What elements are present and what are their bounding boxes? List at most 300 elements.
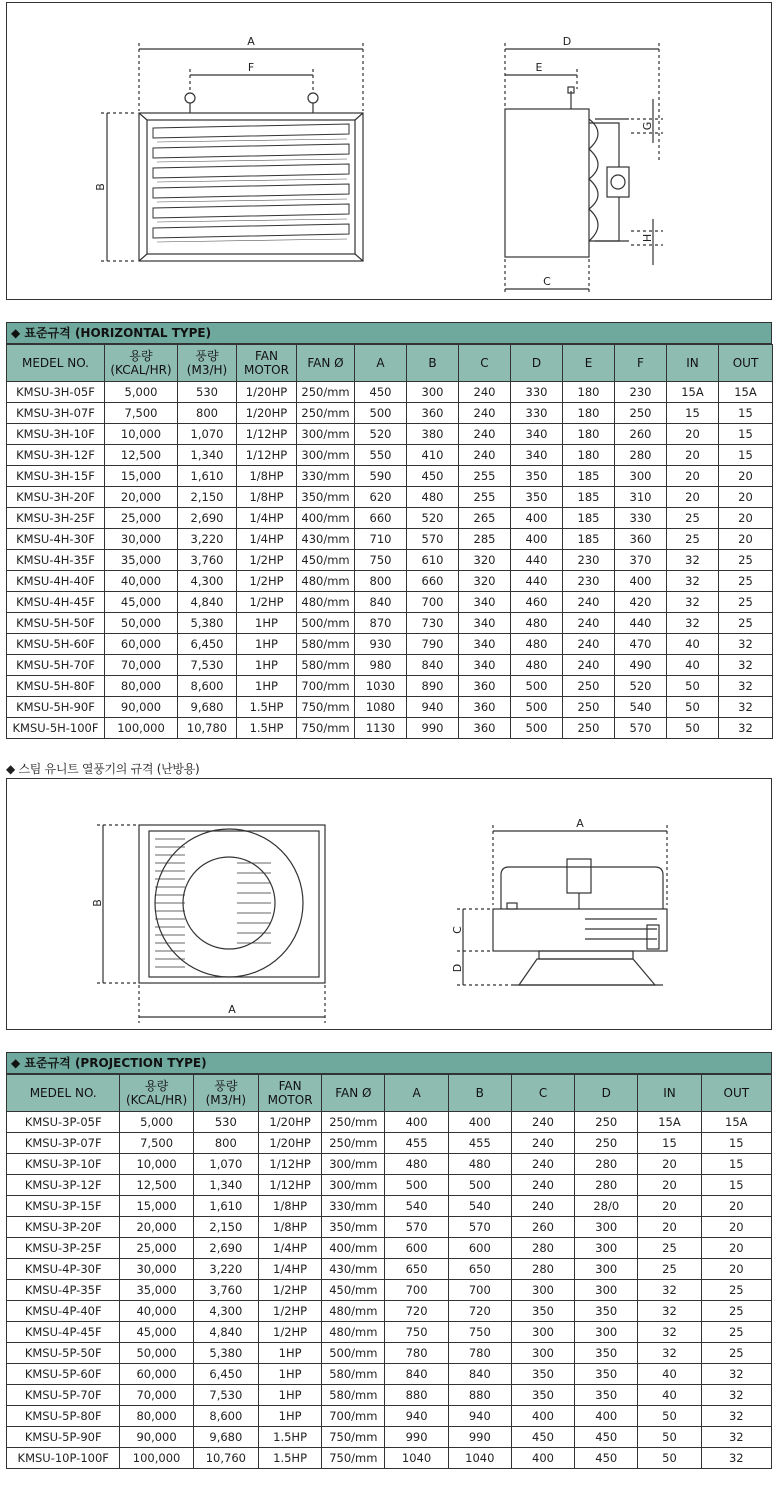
table-cell: 50 [667, 676, 719, 697]
table-cell: 530 [178, 382, 237, 403]
table-cell: 240 [563, 613, 615, 634]
table-cell: 32 [638, 1343, 701, 1364]
section-title-projection-diagram: ◆ 스팀 유니트 열풍기의 규격 (난방용) [6, 762, 200, 776]
table-cell: 40,000 [120, 1301, 193, 1322]
table-cell: 280 [575, 1154, 638, 1175]
dim-label-a: A [247, 35, 255, 48]
table-cell: 280 [615, 445, 667, 466]
table-cell: 570 [385, 1217, 448, 1238]
table-cell: 70,000 [105, 655, 178, 676]
table-cell: 250/mm [297, 382, 355, 403]
table-row [7, 1406, 772, 1427]
table-cell: 180 [563, 445, 615, 466]
column-header: C [459, 345, 511, 382]
table-cell: 1/8HP [258, 1196, 321, 1217]
table-cell: 240 [459, 403, 511, 424]
table-cell: 10,000 [105, 424, 178, 445]
table-cell: 5,000 [120, 1112, 193, 1133]
table-cell: 2,150 [178, 487, 237, 508]
table-row [7, 508, 773, 529]
table-cell: 60,000 [105, 634, 178, 655]
table-cell: 840 [407, 655, 459, 676]
column-header: FAN MOTOR [258, 1075, 321, 1112]
table-row [7, 1427, 772, 1448]
table-cell: 20 [701, 1196, 771, 1217]
table-cell: 340 [459, 634, 511, 655]
table-cell: 5,380 [178, 613, 237, 634]
table-cell: 20,000 [105, 487, 178, 508]
table-cell: 600 [385, 1238, 448, 1259]
table-cell: 4,840 [178, 592, 237, 613]
table-cell: 300 [575, 1238, 638, 1259]
table-cell: 32 [719, 697, 773, 718]
table-cell: KMSU-4H-35F [7, 550, 105, 571]
table-cell: 25 [701, 1322, 771, 1343]
table-cell: 10,000 [120, 1154, 193, 1175]
table-cell: 1040 [385, 1448, 448, 1469]
table-cell: 185 [563, 508, 615, 529]
table-row [7, 1322, 772, 1343]
table-row [7, 718, 773, 739]
table-row [7, 1448, 772, 1469]
horizontal-drawing [7, 3, 771, 299]
table-cell: 880 [448, 1385, 511, 1406]
table-cell: 25,000 [120, 1238, 193, 1259]
table-cell: 1/20HP [258, 1112, 321, 1133]
table-cell: 50 [638, 1448, 701, 1469]
table-cell: 400 [448, 1112, 511, 1133]
table-cell: KMSU-4H-30F [7, 529, 105, 550]
table-cell: 750/mm [322, 1448, 385, 1469]
table-cell: 660 [355, 508, 407, 529]
column-header: OUT [719, 345, 773, 382]
table-cell: 350 [511, 1385, 574, 1406]
table-cell: KMSU-4P-30F [7, 1259, 120, 1280]
table-cell: 32 [719, 718, 773, 739]
table-cell: 350/mm [297, 487, 355, 508]
table-cell: 360 [459, 676, 511, 697]
table-cell: 340 [511, 424, 563, 445]
table-cell: 15 [719, 424, 773, 445]
table-cell: 360 [459, 697, 511, 718]
table-cell: 20 [638, 1175, 701, 1196]
column-header: MEDEL NO. [7, 345, 105, 382]
table-cell: 730 [407, 613, 459, 634]
table-cell: 500/mm [322, 1343, 385, 1364]
table-cell: 10,780 [178, 718, 237, 739]
table-cell: 800 [355, 571, 407, 592]
table-cell: 255 [459, 466, 511, 487]
column-header: IN [638, 1075, 701, 1112]
table-cell: 650 [385, 1259, 448, 1280]
table-cell: 500 [355, 403, 407, 424]
table-cell: KMSU-3P-10F [7, 1154, 120, 1175]
table-cell: 520 [355, 424, 407, 445]
table-cell: 350/mm [322, 1217, 385, 1238]
dim-label-b: B [94, 183, 107, 191]
table-cell: 1HP [237, 634, 297, 655]
table-cell: 1,340 [193, 1175, 258, 1196]
table-cell: 610 [407, 550, 459, 571]
table-cell: 15A [667, 382, 719, 403]
table-cell: 400 [511, 508, 563, 529]
table-cell: 1,070 [193, 1154, 258, 1175]
table-cell: 450 [575, 1448, 638, 1469]
table-cell: 90,000 [105, 697, 178, 718]
table-cell: 240 [459, 445, 511, 466]
table-cell: 330 [615, 508, 667, 529]
table-cell: 750 [385, 1322, 448, 1343]
table-cell: 1HP [258, 1364, 321, 1385]
table-cell: 32 [719, 655, 773, 676]
column-header: A [355, 345, 407, 382]
table-cell: 350 [511, 466, 563, 487]
table-cell: KMSU-4P-35F [7, 1280, 120, 1301]
projection-table-title: ◆ 표준규격 (PROJECTION TYPE) [6, 1052, 772, 1074]
table-cell: 8,600 [178, 676, 237, 697]
table-cell: 440 [615, 613, 667, 634]
table-cell: KMSU-4P-45F [7, 1322, 120, 1343]
table-row [7, 571, 773, 592]
table-cell: 250 [563, 697, 615, 718]
table-cell: 15 [701, 1154, 771, 1175]
table-cell: 15 [701, 1133, 771, 1154]
table-cell: 1/4HP [237, 529, 297, 550]
table-cell: 32 [638, 1322, 701, 1343]
table-cell: 90,000 [120, 1427, 193, 1448]
table-cell: 300 [575, 1322, 638, 1343]
table-cell: 7,500 [105, 403, 178, 424]
table-cell: 25 [638, 1238, 701, 1259]
table-cell: 25 [719, 571, 773, 592]
table-cell: 400 [511, 1406, 574, 1427]
table-cell: 3,220 [178, 529, 237, 550]
column-header: IN [667, 345, 719, 382]
table-cell: 60,000 [120, 1364, 193, 1385]
table-cell: 1HP [237, 613, 297, 634]
table-cell: 420 [615, 592, 667, 613]
table-cell: 6,450 [193, 1364, 258, 1385]
table-cell: 450 [355, 382, 407, 403]
table-row [7, 1154, 772, 1175]
table-cell: 25 [638, 1259, 701, 1280]
table-cell: 1.5HP [258, 1427, 321, 1448]
table-cell: 32 [701, 1385, 771, 1406]
table-cell: 180 [563, 424, 615, 445]
table-cell: 185 [563, 466, 615, 487]
table-cell: 260 [511, 1217, 574, 1238]
table-cell: 700 [407, 592, 459, 613]
table-cell: 400 [511, 529, 563, 550]
table-cell: 240 [511, 1112, 574, 1133]
table-cell: 480/mm [297, 571, 355, 592]
table-row [7, 592, 773, 613]
table-row [7, 403, 773, 424]
table-cell: 250 [575, 1112, 638, 1133]
column-header: C [511, 1075, 574, 1112]
table-cell: KMSU-5P-70F [7, 1385, 120, 1406]
table-cell: 930 [355, 634, 407, 655]
table-cell: 230 [563, 550, 615, 571]
table-cell: 650 [448, 1259, 511, 1280]
table-cell: 660 [407, 571, 459, 592]
table-cell: 285 [459, 529, 511, 550]
table-cell: KMSU-3P-20F [7, 1217, 120, 1238]
table-cell: 400 [385, 1112, 448, 1133]
table-cell: 380 [407, 424, 459, 445]
table-cell: KMSU-4H-45F [7, 592, 105, 613]
dim-label-a-side: A [576, 817, 584, 830]
table-cell: 350 [575, 1364, 638, 1385]
table-row [7, 1385, 772, 1406]
table-cell: 7,530 [178, 655, 237, 676]
table-cell: 15,000 [120, 1196, 193, 1217]
projection-unit-diagram [6, 778, 772, 1030]
table-cell: 2,690 [193, 1238, 258, 1259]
table-cell: 500 [511, 718, 563, 739]
table-cell: 330 [511, 382, 563, 403]
table-cell: 450 [575, 1427, 638, 1448]
table-row [7, 529, 773, 550]
table-cell: 840 [448, 1364, 511, 1385]
table-cell: 480 [385, 1154, 448, 1175]
column-header: B [407, 345, 459, 382]
horizontal-header-row [7, 345, 773, 382]
table-cell: 455 [385, 1133, 448, 1154]
table-cell: 6,450 [178, 634, 237, 655]
table-cell: 480/mm [322, 1301, 385, 1322]
table-cell: 32 [719, 634, 773, 655]
table-cell: 300/mm [297, 424, 355, 445]
table-cell: 2,150 [193, 1217, 258, 1238]
table-cell: 240 [511, 1154, 574, 1175]
table-cell: 15 [638, 1133, 701, 1154]
table-row [7, 1175, 772, 1196]
projection-table [6, 1074, 772, 1469]
table-cell: 600 [448, 1238, 511, 1259]
table-cell: 1/2HP [258, 1301, 321, 1322]
table-cell: 1/2HP [237, 550, 297, 571]
table-cell: 780 [448, 1343, 511, 1364]
table-cell: 350 [511, 1364, 574, 1385]
table-cell: 990 [407, 718, 459, 739]
table-cell: KMSU-5H-50F [7, 613, 105, 634]
table-cell: 330/mm [297, 466, 355, 487]
table-cell: KMSU-4P-40F [7, 1301, 120, 1322]
table-cell: 1,070 [178, 424, 237, 445]
table-cell: 12,500 [105, 445, 178, 466]
table-cell: 280 [511, 1238, 574, 1259]
column-header: E [563, 345, 615, 382]
table-cell: 4,300 [193, 1301, 258, 1322]
table-cell: 20 [638, 1196, 701, 1217]
table-cell: 20 [667, 487, 719, 508]
table-cell: 32 [667, 592, 719, 613]
table-cell: 250/mm [322, 1133, 385, 1154]
table-cell: 15 [667, 403, 719, 424]
table-cell: 7,500 [120, 1133, 193, 1154]
table-cell: 40 [667, 634, 719, 655]
table-cell: 700/mm [297, 676, 355, 697]
table-cell: 1/2HP [237, 571, 297, 592]
table-cell: 520 [407, 508, 459, 529]
table-cell: 240 [511, 1133, 574, 1154]
table-cell: 4,300 [178, 571, 237, 592]
table-cell: 20 [667, 424, 719, 445]
column-header: B [448, 1075, 511, 1112]
table-cell: 40 [638, 1385, 701, 1406]
table-cell: 32 [667, 613, 719, 634]
table-cell: 1,610 [193, 1196, 258, 1217]
table-cell: 300/mm [322, 1175, 385, 1196]
table-cell: 40 [667, 655, 719, 676]
table-cell: 100,000 [120, 1448, 193, 1469]
table-cell: KMSU-3H-25F [7, 508, 105, 529]
table-cell: 340 [511, 445, 563, 466]
table-cell: 5,000 [105, 382, 178, 403]
table-cell: 15 [719, 403, 773, 424]
table-cell: KMSU-3P-12F [7, 1175, 120, 1196]
column-header: FAN MOTOR [237, 345, 297, 382]
table-cell: 750/mm [322, 1427, 385, 1448]
table-cell: 710 [355, 529, 407, 550]
table-cell: 400 [511, 1448, 574, 1469]
table-cell: 185 [563, 529, 615, 550]
table-cell: KMSU-3H-10F [7, 424, 105, 445]
table-cell: 9,680 [193, 1427, 258, 1448]
table-cell: KMSU-5P-90F [7, 1427, 120, 1448]
table-cell: 480 [511, 634, 563, 655]
table-row [7, 466, 773, 487]
table-cell: 1030 [355, 676, 407, 697]
table-row [7, 1238, 772, 1259]
table-cell: KMSU-5H-90F [7, 697, 105, 718]
table-cell: 20 [667, 445, 719, 466]
table-cell: 3,760 [178, 550, 237, 571]
table-cell: 340 [459, 655, 511, 676]
column-header: F [615, 345, 667, 382]
table-cell: 500 [511, 697, 563, 718]
table-cell: 990 [448, 1427, 511, 1448]
table-cell: 15 [701, 1175, 771, 1196]
table-cell: KMSU-3P-05F [7, 1112, 120, 1133]
table-cell: 1.5HP [237, 718, 297, 739]
table-cell: 230 [615, 382, 667, 403]
column-header: FAN Ø [297, 345, 355, 382]
table-cell: 32 [701, 1406, 771, 1427]
table-cell: 430/mm [297, 529, 355, 550]
table-cell: KMSU-4H-40F [7, 571, 105, 592]
table-cell: 3,760 [193, 1280, 258, 1301]
table-row [7, 487, 773, 508]
table-cell: 240 [459, 382, 511, 403]
table-cell: 450/mm [322, 1280, 385, 1301]
table-cell: KMSU-5H-70F [7, 655, 105, 676]
table-cell: 1HP [237, 655, 297, 676]
table-cell: 25 [719, 550, 773, 571]
table-row [7, 1196, 772, 1217]
dim-label-a: A [228, 1003, 236, 1016]
table-cell: 280 [511, 1259, 574, 1280]
table-cell: 350 [511, 487, 563, 508]
table-cell: KMSU-5P-50F [7, 1343, 120, 1364]
table-cell: 400/mm [297, 508, 355, 529]
table-cell: 20 [719, 529, 773, 550]
table-cell: 580/mm [322, 1364, 385, 1385]
table-row [7, 445, 773, 466]
table-cell: 455 [448, 1133, 511, 1154]
table-cell: 50,000 [120, 1343, 193, 1364]
horizontal-spec-table [6, 322, 772, 739]
table-cell: 430/mm [322, 1259, 385, 1280]
table-cell: 490 [615, 655, 667, 676]
table-cell: 265 [459, 508, 511, 529]
table-cell: 440 [511, 571, 563, 592]
table-cell: 750 [355, 550, 407, 571]
table-cell: 1/8HP [258, 1217, 321, 1238]
table-cell: 240 [459, 424, 511, 445]
table-cell: 1/12HP [237, 424, 297, 445]
table-cell: 1HP [237, 676, 297, 697]
table-cell: 300 [511, 1280, 574, 1301]
table-cell: 700/mm [322, 1406, 385, 1427]
table-cell: 300/mm [322, 1154, 385, 1175]
table-cell: 250 [615, 403, 667, 424]
table-cell: 20 [701, 1238, 771, 1259]
table-cell: 480 [511, 613, 563, 634]
table-cell: 1/2HP [258, 1280, 321, 1301]
table-cell: 250/mm [297, 403, 355, 424]
table-cell: 750/mm [297, 718, 355, 739]
table-cell: 230 [563, 571, 615, 592]
table-cell: 570 [448, 1217, 511, 1238]
table-row [7, 1301, 772, 1322]
table-cell: 480/mm [297, 592, 355, 613]
table-cell: 250 [563, 718, 615, 739]
table-cell: 360 [615, 529, 667, 550]
table-cell: 32 [638, 1301, 701, 1322]
column-header: FAN Ø [322, 1075, 385, 1112]
table-cell: 250/mm [322, 1112, 385, 1133]
table-cell: 1/20HP [258, 1133, 321, 1154]
table-cell: 300 [407, 382, 459, 403]
table-cell: 1,340 [178, 445, 237, 466]
table-row [7, 1343, 772, 1364]
table-cell: 25 [719, 613, 773, 634]
table-cell: 300/mm [297, 445, 355, 466]
table-cell: 520 [615, 676, 667, 697]
table-cell: 480/mm [322, 1322, 385, 1343]
table-cell: 45,000 [105, 592, 178, 613]
table-row [7, 1112, 772, 1133]
table-cell: KMSU-3H-07F [7, 403, 105, 424]
table-cell: 590 [355, 466, 407, 487]
table-cell: 1.5HP [237, 697, 297, 718]
table-cell: 940 [385, 1406, 448, 1427]
table-cell: 350 [511, 1301, 574, 1322]
table-cell: 410 [407, 445, 459, 466]
table-cell: 300 [575, 1217, 638, 1238]
table-cell: 30,000 [105, 529, 178, 550]
table-cell: 350 [575, 1385, 638, 1406]
table-cell: 470 [615, 634, 667, 655]
table-cell: 300 [575, 1280, 638, 1301]
table-cell: 310 [615, 487, 667, 508]
table-cell: 440 [511, 550, 563, 571]
table-cell: 460 [511, 592, 563, 613]
table-cell: 620 [355, 487, 407, 508]
column-header: D [511, 345, 563, 382]
